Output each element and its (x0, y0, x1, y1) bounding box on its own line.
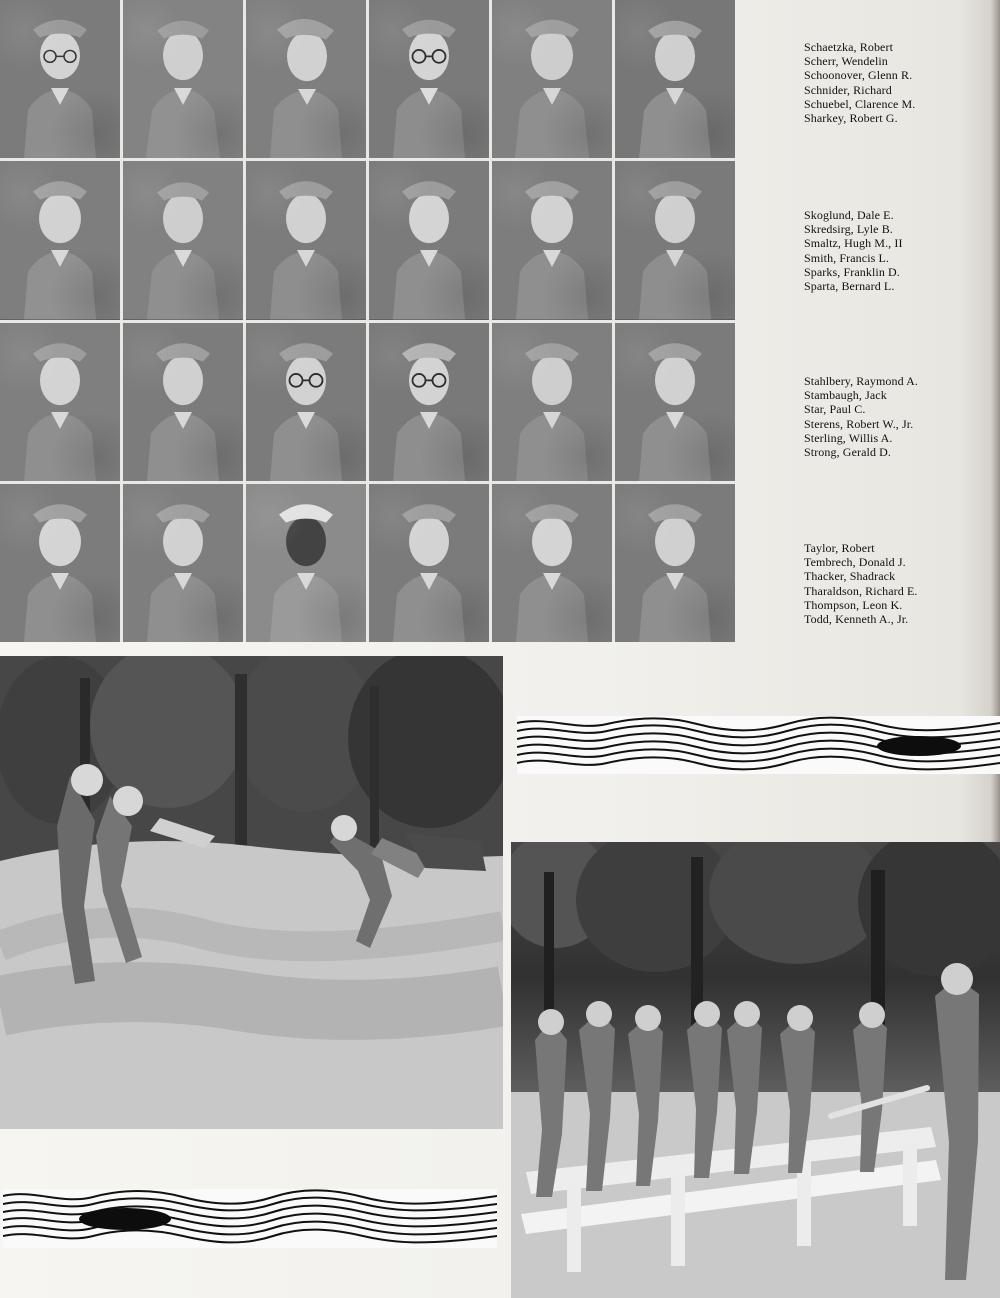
portrait-photo (0, 0, 120, 158)
portrait-photo (246, 0, 366, 158)
portrait-photo (492, 484, 612, 642)
roster-name: Taylor, Robert (804, 541, 875, 555)
portrait-photo (369, 323, 489, 481)
roster-group-2 (804, 208, 984, 293)
roster-group-4 (804, 541, 984, 626)
portrait-photo (0, 161, 120, 319)
roster-name: Scherr, Wendelin (804, 54, 888, 69)
portrait-photo (369, 484, 489, 642)
portrait-photo (369, 161, 489, 319)
portrait-photo (615, 484, 735, 642)
training-photo-left (0, 656, 503, 1129)
portrait-photo (615, 0, 735, 158)
roster-name: Smith, Francis L. (804, 250, 890, 265)
portrait-grid (0, 0, 735, 642)
roster-name: Sparks, Franklin D. (804, 264, 900, 279)
roster-name: Sterens, Robert W., Jr. (804, 416, 914, 431)
roster-name: Stahlbery, Raymond A. (804, 374, 918, 388)
roster-name: Schaetzka, Robert (804, 40, 893, 54)
roster-name: Skredsirg, Lyle B. (804, 222, 893, 237)
roster-name: Skoglund, Dale E. (804, 208, 894, 222)
roster-name: Todd, Kenneth A., Jr. (804, 612, 909, 627)
roster-name: Strong, Gerald D. (804, 445, 892, 460)
portrait-photo (246, 484, 366, 642)
training-photo-right (511, 842, 1000, 1298)
portrait-photo (123, 323, 243, 481)
roster-name: Schuebel, Clarence M. (804, 96, 916, 111)
roster-name: Thompson, Leon K. (804, 597, 903, 612)
portrait-photo (123, 161, 243, 319)
roster-name: Sharkey, Robert G. (804, 111, 898, 126)
portrait-photo (123, 0, 243, 158)
portrait-photo (123, 484, 243, 642)
roster-group-3 (804, 374, 984, 459)
portrait-photo (246, 161, 366, 319)
portrait-photo (615, 323, 735, 481)
portrait-photo (0, 484, 120, 642)
portrait-photo (492, 0, 612, 158)
portrait-photo (246, 323, 366, 481)
roster-name: Thacker, Shadrack (804, 569, 896, 584)
roster-name: Tharaldson, Richard E. (804, 583, 918, 598)
roster-name: Stambaugh, Jack (804, 388, 887, 403)
portrait-photo (492, 161, 612, 319)
portrait-photo (492, 323, 612, 481)
roster-group-1 (804, 40, 984, 125)
roster-name: Smaltz, Hugh M., II (804, 236, 903, 251)
roster-name: Tembrech, Donald J. (804, 555, 906, 570)
roster-name: Sparta, Bernard L. (804, 279, 895, 294)
roster-name: Star, Paul C. (804, 402, 866, 417)
portrait-photo (369, 0, 489, 158)
roster-name: Sterling, Willis A. (804, 430, 893, 445)
decorative-pattern-top (517, 716, 1000, 774)
roster-name: Schoonover, Glenn R. (804, 68, 913, 83)
portrait-photo (0, 323, 120, 481)
portrait-photo (615, 161, 735, 319)
roster-name: Schnider, Richard (804, 82, 892, 97)
decorative-pattern-bottom (3, 1189, 497, 1248)
